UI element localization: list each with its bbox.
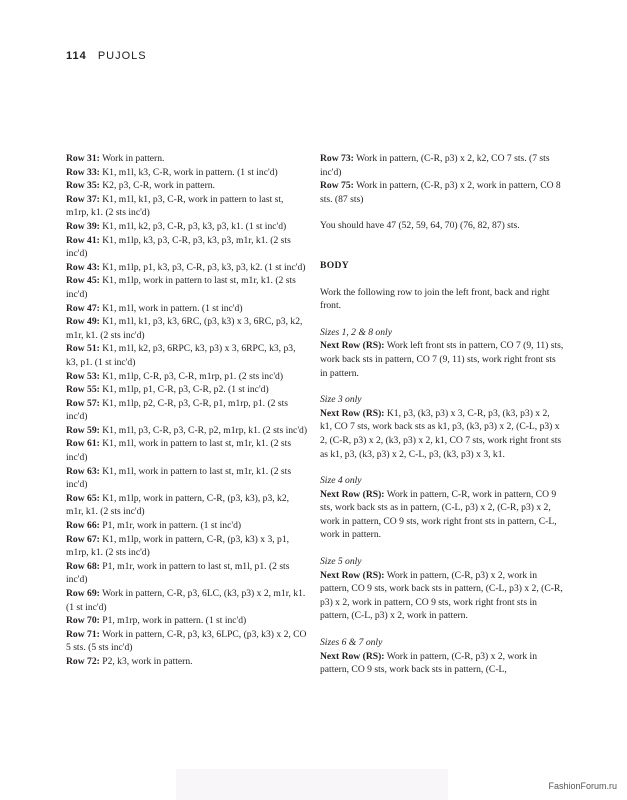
pattern-row <box>66 166 308 180</box>
row-instruction: K1, m1l, k2, p3, C-R, p3, k3, p3, k1. (1 st inc'd) <box>99 220 287 232</box>
running-title: PUJOLS <box>97 50 147 62</box>
row-instruction: Work in pattern, C-R, p3, 6LC, (k3, p3) x 2, m1r, k1. (1 st inc'd) <box>66 588 306 613</box>
row-instruction: P1, m1rp, work in pattern. (1 st inc'd) <box>99 615 247 627</box>
row-instruction: P1, m1r, work in pattern. (1 st inc'd) <box>99 520 242 532</box>
pattern-row <box>66 234 308 261</box>
pattern-row <box>66 519 308 533</box>
footer-bar <box>176 769 448 800</box>
row-instruction: Work in pattern, (C-R, p3) x 2, work in pattern, CO 8 sts. (87 sts) <box>320 180 561 205</box>
pattern-row <box>66 465 308 492</box>
row-label: Row 37: <box>66 193 100 205</box>
pattern-row <box>66 315 308 342</box>
pattern-row <box>66 152 308 166</box>
pattern-row <box>66 370 308 384</box>
row-label: Row 68: <box>66 560 100 572</box>
pattern-row <box>66 560 308 587</box>
row-label: Next Row (RS): <box>320 488 385 500</box>
size-subhead: Sizes 1, 2 & 8 only <box>320 326 392 338</box>
row-instruction: K1, m1l, work in pattern. (1 st inc'd) <box>99 302 243 314</box>
pattern-row <box>66 342 308 369</box>
pattern-row <box>66 261 308 275</box>
size-subhead: Sizes 6 & 7 only <box>320 637 383 649</box>
row-label: Row 55: <box>66 384 100 396</box>
pattern-row <box>320 650 564 677</box>
row-instruction: K1, m1lp, k3, p3, C-R, p3, k3, p3, m1r, k1. (2 sts inc'd) <box>66 234 291 260</box>
row-label: Next Row (RS): <box>320 340 385 352</box>
row-instruction: K1, m1lp, work in pattern to last st, m1r, k1. (2 sts inc'd) <box>66 275 296 300</box>
row-label: Next Row (RS): <box>320 407 385 419</box>
pattern-row <box>320 569 564 623</box>
row-label: Row 72: <box>66 655 100 667</box>
row-label: Row 65: <box>66 492 100 504</box>
row-label: Row 53: <box>66 370 100 382</box>
pattern-row <box>66 193 308 220</box>
row-label: Row 43: <box>66 261 100 273</box>
row-label: Row 47: <box>66 302 100 314</box>
pattern-row <box>66 587 308 614</box>
row-instruction: K2, p3, C-R, work in pattern. <box>99 180 215 192</box>
row-instruction: K1, m1l, p3, C-R, p3, C-R, p2, m1rp, k1. (2 sts inc'd) <box>99 424 308 436</box>
right-column <box>320 152 564 677</box>
page-number: 114 <box>66 50 87 62</box>
row-instruction: P2, k3, work in pattern. <box>99 655 193 667</box>
row-instruction: Work in pattern, (C-R, p3) x 2, work in pattern, CO 9 sts, work back sts in pattern, (C-L, p3) x 2, (C-R, p3) x 2, work in pattern, CO 9 sts, work right front sts in pattern, (C-L, p3) x 2, work in pattern. <box>320 569 563 622</box>
pattern-row <box>66 302 308 316</box>
pattern-row <box>66 614 308 628</box>
row-instruction: Work in pattern. <box>99 153 165 164</box>
row-instruction: K1, m1lp, work in pattern, C-R, (p3, k3), p3, k2, m1r, k1. (2 sts inc'd) <box>66 492 290 518</box>
size-subhead: Size 4 only <box>320 475 362 487</box>
row-instruction: Work in pattern, C-R, work in pattern, CO 9 sts, work back sts as in pattern, (C-L, p3) x 2, (C-R, p3) x 2, work in pattern, CO 9 sts, work right front sts in pattern, C-L, work in pattern. <box>320 488 557 541</box>
row-instruction: K1, m1l, k3, C-R, work in pattern. (1 st inc'd) <box>99 166 278 178</box>
row-label: Next Row (RS): <box>320 569 385 581</box>
row-label: Row 59: <box>66 424 100 436</box>
row-label: Row 57: <box>66 397 100 409</box>
row-label: Row 69: <box>66 588 100 599</box>
row-label: Row 33: <box>66 166 100 178</box>
pattern-row <box>66 220 308 234</box>
watermark: FashionForum.ru <box>548 781 617 791</box>
row-instruction: K1, m1lp, p2, C-R, p3, C-R, p1, m1rp, p1. (2 sts inc'd) <box>66 397 288 423</box>
left-column <box>66 152 308 669</box>
pattern-row <box>320 488 564 542</box>
right-rows <box>320 152 564 206</box>
row-label: Row 31: <box>66 153 100 164</box>
row-instruction: K1, m1lp, p1, C-R, p3, C-R, p2. (1 st inc'd) <box>99 384 269 396</box>
row-instruction: K1, p3, (k3, p3) x 3, C-R, p3, (k3, p3) x 2, k1, CO 7 sts, work back sts as k1, p3, (k3, p3) x 2, (C-L, p3) x 2, (C-R, p3) x 2, (k3, p3) x 2, k1, CO 7 sts, work right front sts as k1, p3, (k3, p3) x 2, C-L, p3, (k3, p3) x 3, k1. <box>320 407 562 460</box>
size-subhead: Size 5 only <box>320 556 362 568</box>
row-instruction: Work in pattern, C-R, p3, k3, 6LPC, (p3, k3) x 2, CO 5 sts. (5 sts inc'd) <box>66 628 307 654</box>
pattern-row <box>66 437 308 464</box>
row-label: Row 45: <box>66 275 100 287</box>
row-label: Row 51: <box>66 343 100 355</box>
running-header <box>66 50 147 62</box>
row-label: Row 63: <box>66 465 100 477</box>
pattern-row <box>66 179 308 193</box>
row-instruction: Work left front sts in pattern, CO 7 (9, 11) sts, work back sts in pattern, CO 7 (9, 11) sts, work right front sts in pattern. <box>320 340 564 379</box>
body-intro: Work the following row to join the left front, back and right front. <box>320 286 550 312</box>
pattern-row <box>320 179 564 206</box>
row-instruction: K1, m1l, work in pattern to last st, m1r, k1. (2 sts inc'd) <box>66 465 292 491</box>
row-instruction: K1, m1l, k2, p3, 6RPC, k3, p3) x 3, 6RPC, k3, p3, k3, p1. (1 st inc'd) <box>66 343 296 368</box>
pattern-row <box>66 383 308 397</box>
pattern-row <box>66 655 308 669</box>
row-instruction: K1, m1lp, C-R, p3, C-R, m1rp, p1. (2 sts inc'd) <box>99 370 284 382</box>
size-subhead: Size 3 only <box>320 394 362 406</box>
pattern-row <box>66 424 308 438</box>
row-instruction: K1, m1l, k1, p3, C-R, work in pattern to last st, m1rp, k1. (2 sts inc'd) <box>66 193 284 219</box>
body-heading: BODY <box>320 259 349 271</box>
pattern-row <box>66 628 308 655</box>
pattern-row <box>66 274 308 301</box>
pattern-row <box>320 407 564 461</box>
row-label: Row 71: <box>66 628 100 640</box>
row-instruction: K1, m1lp, p1, k3, p3, C-R, p3, k3, p3, k2. (1 st inc'd) <box>99 261 306 273</box>
row-label: Row 61: <box>66 438 100 450</box>
row-label: Row 39: <box>66 220 100 232</box>
row-label: Row 73: <box>320 153 354 164</box>
row-label: Row 66: <box>66 520 100 532</box>
row-label: Row 49: <box>66 316 100 328</box>
row-label: Row 35: <box>66 180 100 192</box>
row-instruction: K1, m1lp, work in pattern, C-R, (p3, k3) x 3, p1, m1rp, k1. (2 sts inc'd) <box>66 533 290 559</box>
row-instruction: K1, m1l, work in pattern to last st, m1r, k1. (2 sts inc'd) <box>66 438 292 464</box>
row-instruction: K1, m1l, k1, p3, k3, 6RC, (p3, k3) x 3, 6RC, p3, k2, m1r, k1. (2 sts inc'd) <box>66 316 303 341</box>
row-label: Next Row (RS): <box>320 650 385 662</box>
row-label: Row 70: <box>66 615 100 627</box>
pattern-row <box>66 533 308 560</box>
row-label: Row 41: <box>66 234 100 246</box>
row-label: Row 75: <box>320 180 354 192</box>
pattern-row <box>66 492 308 519</box>
stitch-total-note: You should have 47 (52, 59, 64, 70) (76, 82, 87) sts. <box>320 220 520 232</box>
pattern-row <box>66 397 308 424</box>
row-instruction: P1, m1r, work in pattern to last st, m1l, p1. (2 sts inc'd) <box>66 560 290 586</box>
row-instruction: Work in pattern, (C-R, p3) x 2, k2, CO 7 sts. (7 sts inc'd) <box>320 153 550 178</box>
size-blocks <box>320 313 564 677</box>
row-instruction: Work in pattern, (C-R, p3) x 2, work in pattern, CO 9 sts, work back sts in pattern, (C-L, <box>320 650 538 676</box>
pattern-row <box>320 339 564 380</box>
pattern-row <box>320 152 564 179</box>
row-label: Row 67: <box>66 533 100 545</box>
